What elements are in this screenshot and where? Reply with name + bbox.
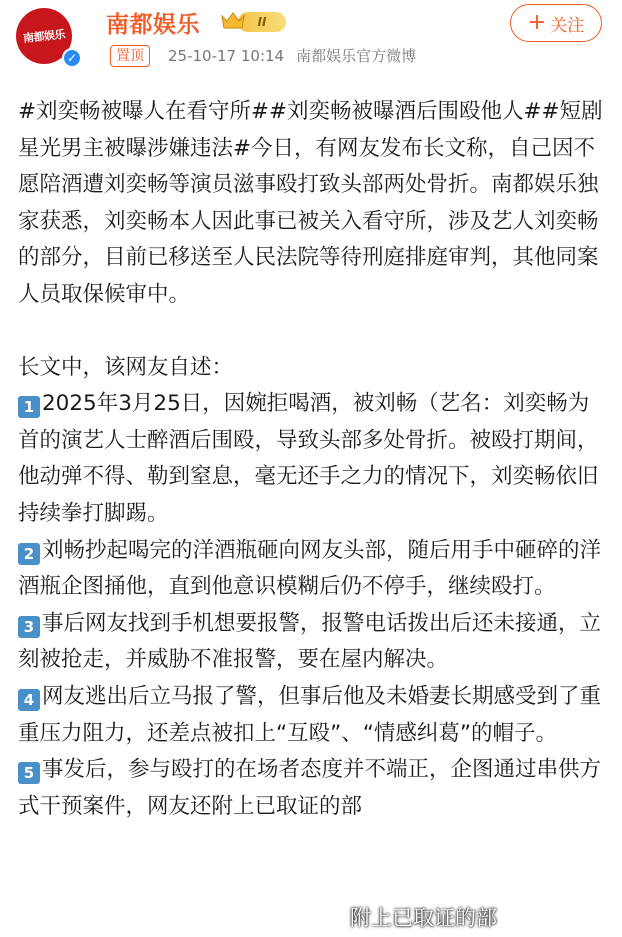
list-item bbox=[18, 533, 610, 606]
list-item-text: 事后网友找到手机想要报警，报警电话拨出后还未接通，立刻被抢走，并威胁不准报警，要在屋内解决。 bbox=[18, 610, 602, 673]
member-level-badge bbox=[220, 8, 290, 34]
timestamp: 25-10-17 10:14 bbox=[168, 47, 285, 65]
crown-icon bbox=[220, 10, 246, 32]
plus-icon: + bbox=[527, 10, 547, 35]
post-source: 南都娱乐官方微博 bbox=[296, 47, 417, 65]
number-1-icon: 1 bbox=[18, 396, 40, 418]
level-badge-label: II bbox=[238, 12, 286, 32]
list-item-text: 2025年3月25日，因婉拒喝酒，被刘畅（艺名：刘奕畅为首的演艺人士醉酒后围殴，导致头部多处骨折。被殴打期间，他动弹不得、勒到窒息，毫无还手之力的情况下，刘奕畅依旧持续拳打脚踢。 bbox=[18, 391, 599, 526]
post-body bbox=[18, 94, 610, 825]
pinned-tag: 置顶 bbox=[110, 45, 150, 67]
number-4-icon: 4 bbox=[18, 689, 40, 711]
list-item bbox=[18, 679, 610, 752]
author-name[interactable]: 南都娱乐 bbox=[106, 12, 200, 38]
overlay-caption: 附上已取证的部 bbox=[350, 906, 497, 930]
list-item-text: 刘畅抄起喝完的洋酒瓶砸向网友头部，随后用手中砸碎的洋酒瓶企图捅他，直到他意识模糊后仍不停手，继续殴打。 bbox=[18, 537, 602, 600]
post-paragraph: #刘奕畅被曝人在看守所##刘奕畅被曝酒后围殴他人##短剧星光男主被曝涉嫌违法#今日，有网友发布长文称，自己因不愿陪酒遭刘奕畅等演员滋事殴打致头部两处骨折。南都娱乐独家获悉，刘奕畅本人因此事已被关入看守所，涉及艺人刘奕畅的部分，目前已移送至人民法院等待刑庭排庭审判，其他同案人员取保候审中。 bbox=[18, 99, 603, 307]
number-2-icon: 2 bbox=[18, 543, 40, 565]
follow-label: 关注 bbox=[550, 15, 585, 36]
post-meta bbox=[168, 45, 416, 67]
list-item bbox=[18, 752, 610, 825]
verified-icon: ✓ bbox=[62, 48, 82, 68]
list-item bbox=[18, 386, 610, 532]
follow-button[interactable] bbox=[510, 4, 602, 42]
number-5-icon: 5 bbox=[18, 762, 40, 784]
post-header bbox=[0, 0, 622, 88]
post-paragraph: 长文中，该网友自述： bbox=[18, 354, 234, 380]
number-3-icon: 3 bbox=[18, 616, 40, 638]
avatar-logo-text: 南都娱乐 bbox=[22, 27, 66, 46]
list-item-text: 网友逃出后立马报了警，但事后他及未婚妻长期感受到了重重压力阻力，还差点被扣上“互殴”、“情感纠葛”的帽子。 bbox=[18, 683, 602, 746]
list-item-text: 事发后，参与殴打的在场者态度并不端正，企图通过串供方式干预案件，网友还附上已取证的部 bbox=[18, 757, 602, 819]
list-item bbox=[18, 606, 610, 679]
